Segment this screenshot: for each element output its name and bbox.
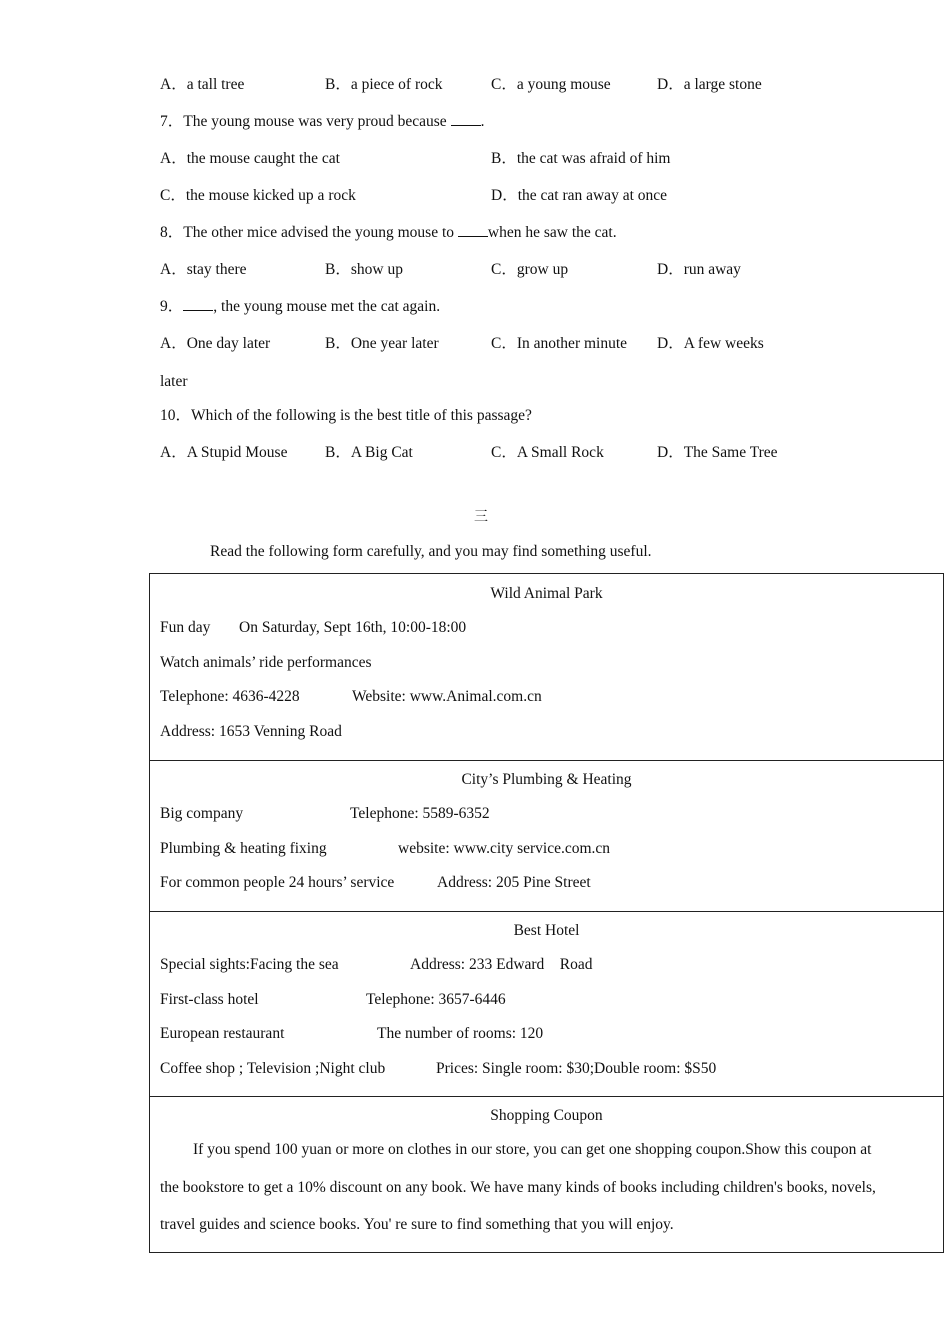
plumbing-telephone: Telephone: 5589-6352 [350, 805, 490, 822]
q7-option-b: B．the cat was afraid of him [491, 150, 671, 167]
coupon-title: Shopping Coupon [490, 1107, 603, 1124]
coupon-text-line-2: the bookstore to get a 10% discount on any book. We have many kinds of books including children's books, novels, [160, 1179, 876, 1196]
q10-option-c: C．A Small Rock [491, 444, 604, 461]
hotel-telephone: Telephone: 3657-6446 [366, 991, 506, 1008]
park-fun-day: Fun day [160, 619, 211, 636]
q6-option-a: A．a tall tree [160, 76, 245, 93]
q8-option-d: D．run away [657, 261, 741, 278]
plumbing-fixing: Plumbing & heating fixing [160, 840, 327, 857]
q9-stem: 9． , the young mouse met the cat again. [160, 298, 441, 315]
q10-option-d: D．The Same Tree [657, 444, 778, 461]
hotel-class: First-class hotel [160, 991, 259, 1008]
plumbing-service: For common people 24 hours’ service [160, 874, 395, 891]
answer-blank [183, 297, 213, 311]
park-performances: Watch animals’ ride performances [160, 654, 372, 671]
q7-option-c: C．the mouse kicked up a rock [160, 187, 356, 204]
plumbing-block [150, 760, 943, 912]
q7-stem: 7．The young mouse was very proud because . [160, 113, 485, 130]
park-telephone: Telephone: 4636-4228 [160, 688, 300, 705]
q9-option-c: C．In another minute [491, 335, 628, 352]
q10-option-b: B．A Big Cat [325, 444, 413, 461]
q8-stem: 8．The other mice advised the young mouse to when he saw the cat. [160, 224, 617, 241]
plumbing-title: City’s Plumbing & Heating [461, 771, 632, 788]
park-block [150, 574, 943, 761]
q9-option-a: A．One day later [160, 335, 271, 352]
hotel-sights: Special sights:Facing the sea [160, 956, 339, 973]
hotel-address: Address: 233 Edward Road [410, 956, 593, 973]
coupon-text-line-1: If you spend 100 yuan or more on clothes in our store, you can get one shopping coupon.Show this coupon at [193, 1141, 872, 1158]
answer-blank [451, 112, 481, 126]
q8-option-a: A．stay there [160, 261, 247, 278]
hotel-prices: Prices: Single room: $30;Double room: $S50 [436, 1060, 717, 1077]
q8-option-b: B．show up [325, 261, 403, 278]
coupon-text-line-3: travel guides and science books. You' re sure to find something that you will enjoy. [160, 1216, 674, 1233]
q8-option-c: C．grow up [491, 261, 569, 278]
answer-blank [458, 223, 488, 237]
hotel-restaurant: European restaurant [160, 1025, 285, 1042]
park-address: Address: 1653 Venning Road [160, 723, 342, 740]
plumbing-address: Address: 205 Pine Street [437, 874, 591, 891]
hotel-rooms: The number of rooms: 120 [377, 1025, 544, 1042]
q6-option-c: C．a young mouse [491, 76, 611, 93]
q10-option-a: A．A Stupid Mouse [160, 444, 288, 461]
q7-option-d: D．the cat ran away at once [491, 187, 668, 204]
section-number: 三 [474, 509, 488, 525]
hotel-block [150, 911, 943, 1097]
q9-option-d: D．A few weeks [657, 335, 764, 352]
q9-option-b: B．One year later [325, 335, 439, 352]
q6-option-d: D．a large stone [657, 76, 762, 93]
q9-option-d-wrap: later [160, 373, 188, 390]
park-date: On Saturday, Sept 16th, 10:00-18:00 [239, 619, 467, 636]
plumbing-website: website: www.city service.com.cn [398, 840, 611, 857]
section-instruction: Read the following form carefully, and you may find something useful. [210, 543, 652, 560]
q7-option-a: A．the mouse caught the cat [160, 150, 340, 167]
plumbing-big-company: Big company [160, 805, 244, 822]
park-title: Wild Animal Park [490, 585, 603, 602]
park-website: Website: www.Animal.com.cn [352, 688, 542, 705]
hotel-title: Best Hotel [513, 922, 580, 939]
coupon-block [150, 1096, 943, 1252]
hotel-facilities: Coffee shop ; Television ;Night club [160, 1060, 386, 1077]
q6-option-b: B．a piece of rock [325, 76, 443, 93]
q10-stem: 10．Which of the following is the best title of this passage? [160, 407, 532, 424]
info-form-table [149, 573, 944, 1253]
